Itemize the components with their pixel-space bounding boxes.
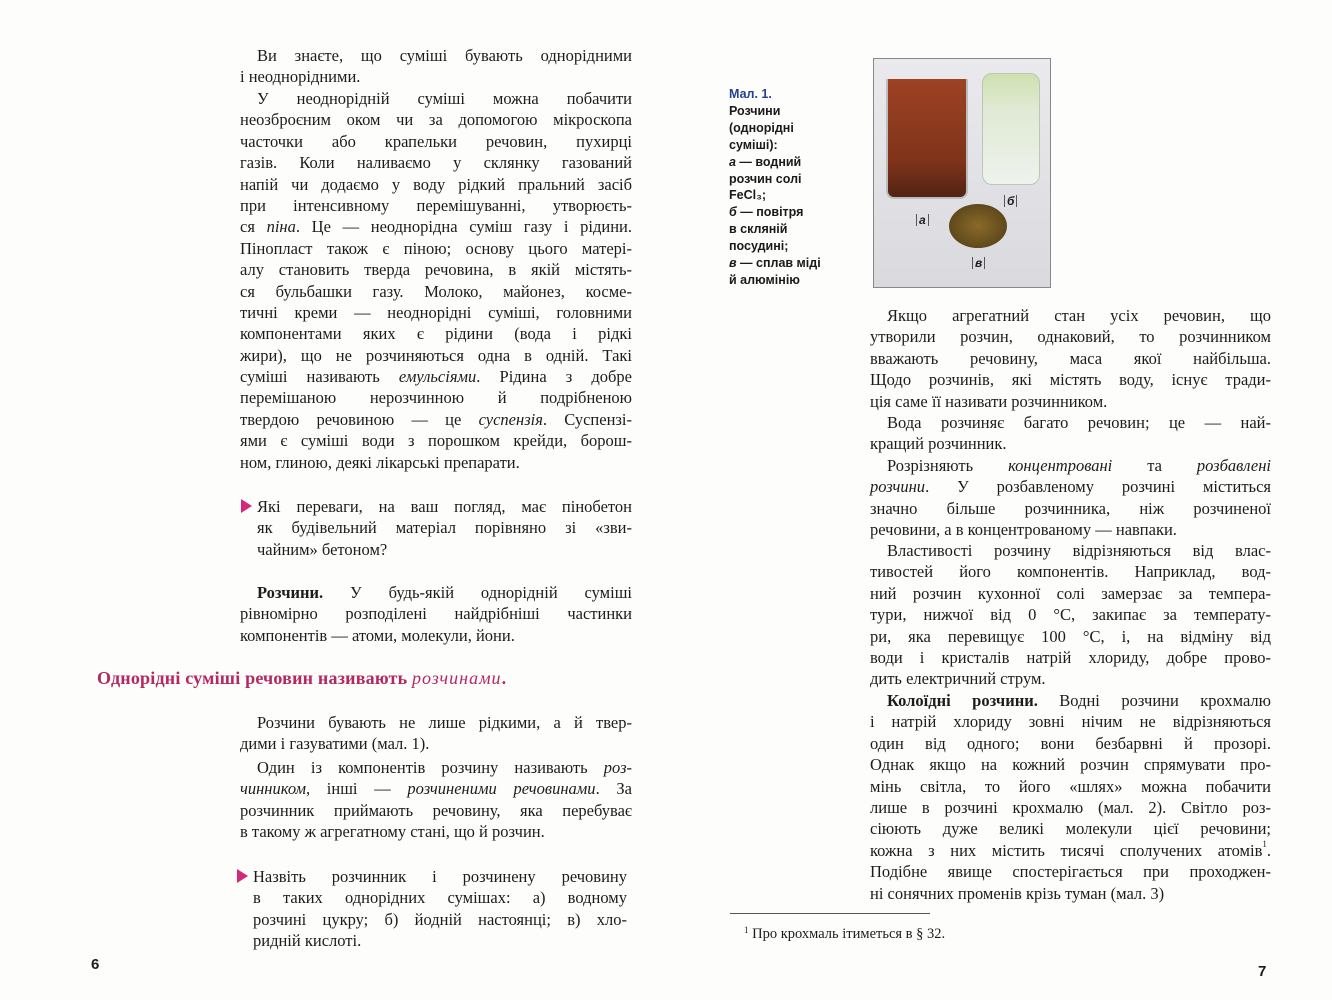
caption-item-letter: б: [729, 205, 737, 220]
text-line: Які переваги, на ваш погляд, має пінобетон: [257, 497, 632, 516]
solution-properties-paragraph: [870, 540, 1271, 690]
text-line: рівномірно розподілені найдрібніші частинки: [240, 604, 632, 624]
italic-term: чинником: [240, 779, 306, 799]
text-line: напій чи додаємо у воду рідкий пральний засіб: [240, 174, 632, 194]
beaker-image: [886, 79, 968, 199]
solutions-paragraph: [240, 582, 632, 646]
text-line: розчинник приймають речовину, яка перебуває: [240, 800, 632, 820]
definition-text: Однорідні суміші речовин називають: [97, 668, 412, 688]
question-arrow-icon: [241, 499, 252, 513]
figure-photo: [873, 58, 1051, 288]
italic-term: концентровані: [1008, 456, 1113, 475]
text-line: води і кристалів натрій хлориду, добре прово-: [870, 647, 1271, 667]
text-line: як будівельний матеріал порівняно зі «зви-: [257, 518, 632, 538]
text-line: дить електричний струм.: [870, 669, 1046, 689]
bold-term: Розчини.: [257, 583, 324, 602]
text-line: Однак якщо на кожний розчин спрямувати про-: [870, 755, 1271, 775]
caption-line: Розчини: [729, 103, 781, 118]
question-solvent: [253, 866, 627, 952]
caption-item-line: а — водний: [729, 154, 802, 169]
text-line: речовини, а в концентрованому — навпаки.: [870, 520, 1177, 540]
text-line: при інтенсивному перемішуванні, утворюєть-: [240, 195, 632, 215]
question-foam-concrete: [257, 496, 632, 560]
caption-item-letter: в: [729, 256, 737, 271]
italic-term: розбавлені: [1196, 456, 1271, 475]
caption-item-line: в скляній: [729, 222, 788, 237]
photo-label-v: в: [972, 257, 985, 269]
caption-line: суміші):: [729, 137, 778, 152]
text-line: розчині цукру; б) йодній настоянці; в) хло-: [253, 909, 627, 929]
text-line: Ви знаєте, що суміші бувають однорідними: [257, 46, 632, 65]
text-line: тивостей його компонентів. Наприклад, вод-: [870, 562, 1271, 582]
footnote-mark: 1: [744, 925, 749, 935]
text-line: Властивості розчину відрізняються від влас-: [887, 541, 1271, 560]
text-line: дими і газуватими (мал. 1).: [240, 734, 430, 754]
intro-paragraph: [240, 45, 632, 88]
italic-term: піна: [266, 217, 296, 237]
text-line: Пінопласт також є піною; основу цього матері-: [240, 238, 632, 258]
text-line: тичні креми — неоднорідні суміші, головними: [240, 302, 632, 322]
text-line: Розчини. У будь-якій однорідній суміші: [257, 583, 632, 602]
text-line: і неоднорідними.: [240, 67, 361, 87]
text-line: часточки або крапельки речовин, пухирці: [240, 131, 632, 151]
text-line: лише в розчині крохмалю (мал. 2). Світло роз-: [870, 797, 1271, 817]
caption-item-letter: а: [729, 154, 736, 169]
text-line: сіюють дуже великі молекули цієї речовини;: [870, 819, 1271, 839]
text-line: ном, глиною, деякі лікарські препарати.: [240, 452, 520, 472]
photo-label-b: б: [1004, 195, 1017, 207]
caption-item-line: посудині;: [729, 239, 789, 254]
italic-term: суспензія: [478, 409, 543, 429]
text-line: неозброєним оком чи за допомогою мікроскопа: [240, 110, 632, 130]
text-line: Один із компонентів розчину називають роз-: [257, 758, 632, 777]
figure-caption: [729, 86, 859, 289]
glass-jar-image: [982, 73, 1040, 185]
text-line: Подібне явище спостерігається при проходжен-: [870, 862, 1271, 882]
text-line: компонентів — атоми, молекули, йони.: [240, 625, 515, 645]
text-line: Колоїдні розчини. Водні розчини крохмалю: [887, 691, 1271, 710]
caption-item-line: й алюмінію: [729, 272, 800, 287]
text-line: кращий розчинник.: [870, 434, 1007, 454]
text-line: в таких однорідних сумішах: а) водному: [253, 888, 627, 908]
text-line: розчини. У розбавленому розчині міститься: [870, 477, 1271, 497]
text-line: ція саме її називати розчинником.: [870, 391, 1108, 411]
italic-term: розчиненими речовинами: [407, 779, 596, 799]
text-line: газів. Коли наливаємо у склянку газований: [240, 153, 632, 173]
caption-item-line: б — повітря: [729, 205, 804, 220]
text-line: твердою речовиною — це суспензія. Суспензі-: [240, 409, 633, 429]
text-line: ний розчин кухонної солі замерзає за темпера-: [870, 583, 1271, 603]
text-line: Вода розчиняє багато речовин; це — най-: [887, 413, 1271, 432]
figure-title: Мал. 1.: [729, 87, 772, 101]
text-line: ні сонячних променів крізь туман (мал. 3): [870, 883, 1165, 903]
text-line: Розрізняють концентровані та розбавлені: [887, 456, 1271, 475]
text-line: Розчини бувають не лише рідкими, а й твер-: [257, 713, 632, 732]
colloidal-solutions-paragraph: [870, 690, 1271, 904]
text-line: значно більше розчинника, ніж розчиненої: [870, 498, 1271, 518]
footnote-ref: 1: [1262, 838, 1267, 849]
text-line: вважають речовину, маса якої найбільша.: [870, 348, 1271, 368]
footnote: [744, 926, 945, 943]
text-line: тури, нижчої від 0 °С, закипає за температу-: [870, 605, 1271, 625]
text-line: компонентами яких є рідини (вода і рідкі: [240, 324, 632, 344]
text-line: Назвіть розчинник і розчинену речовину: [253, 867, 627, 886]
footnote-divider: [730, 913, 930, 914]
caption-item-line: FeCl₃;: [729, 188, 767, 203]
text-line: і натрій хлориду зовні нічим не відрізняються: [870, 712, 1271, 732]
definition-heading: [97, 668, 506, 689]
bold-term: Колоїдні розчини.: [887, 691, 1038, 710]
definition-emphasis: розчинами: [412, 668, 502, 688]
text-line: Щодо розчинів, які містять воду, існує тради-: [870, 370, 1271, 390]
water-solvent-paragraph: [870, 412, 1271, 455]
caption-line: (однорідні: [729, 120, 794, 135]
italic-term: роз-: [603, 758, 632, 777]
concentrated-diluted-paragraph: [870, 455, 1271, 541]
text-line: Якщо агрегатний стан усіх речовин, що: [887, 306, 1271, 325]
text-line: в такому ж агрегатному стані, що й розчин.: [240, 822, 545, 842]
solvent-definition-paragraph: [870, 305, 1271, 412]
text-line: чинником, інші — розчиненими речовинами. За: [240, 779, 632, 799]
text-line: перемішаною нерозчинною й подрібненою: [240, 388, 632, 408]
text-line: кожна з них містить тисячі сполучених атомів$^1$.: [870, 838, 1271, 860]
text-line: алу становить тверда речовина, в якій містять-: [240, 260, 632, 280]
text-line: жири), що не розчиняються одна в одній. Такі: [240, 345, 632, 365]
text-line: У неоднорідній суміші можна побачити: [257, 89, 632, 108]
text-line: суміші називають емульсіями. Рідина з добре: [240, 367, 632, 387]
text-line: ридній кислоті.: [253, 931, 362, 951]
text-line: один від одного; вони безбарвні й прозорі.: [870, 733, 1271, 753]
solvent-paragraph: [240, 757, 632, 843]
text-line: ри, яка перевищує 100 °С, і, на відміну від: [870, 626, 1271, 646]
photo-label-a: а: [916, 214, 929, 226]
coin-image: [949, 204, 1007, 248]
italic-term: розчини: [870, 477, 926, 497]
caption-item-line: розчин солі: [729, 171, 802, 186]
question-arrow-icon: [237, 869, 248, 883]
solution-states-paragraph: [240, 712, 632, 755]
heterogeneous-mixtures-paragraph: [240, 88, 632, 473]
definition-end: .: [501, 668, 507, 688]
text-line: чайним» бетоном?: [257, 539, 388, 559]
text-line: утворили розчин, однаковий, то розчинником: [870, 327, 1271, 347]
caption-item-line: в — сплав міді: [729, 256, 821, 271]
text-line: мінь світла, то його «шлях» можна побачити: [870, 776, 1271, 796]
text-line: ся піна. Це — неоднорідна суміш газу і рідини.: [240, 217, 632, 237]
italic-term: емульсіями: [398, 367, 477, 387]
text-line: ями є суміші води з порошком крейди, борош-: [240, 431, 632, 451]
page-number-left: 6: [91, 956, 100, 973]
footnote-text: Про крохмаль ітиметься в § 32.: [748, 926, 946, 942]
text-line: ся бульбашки газу. Молоко, майонез, косме-: [240, 281, 632, 301]
page-number-right: 7: [1258, 963, 1267, 980]
